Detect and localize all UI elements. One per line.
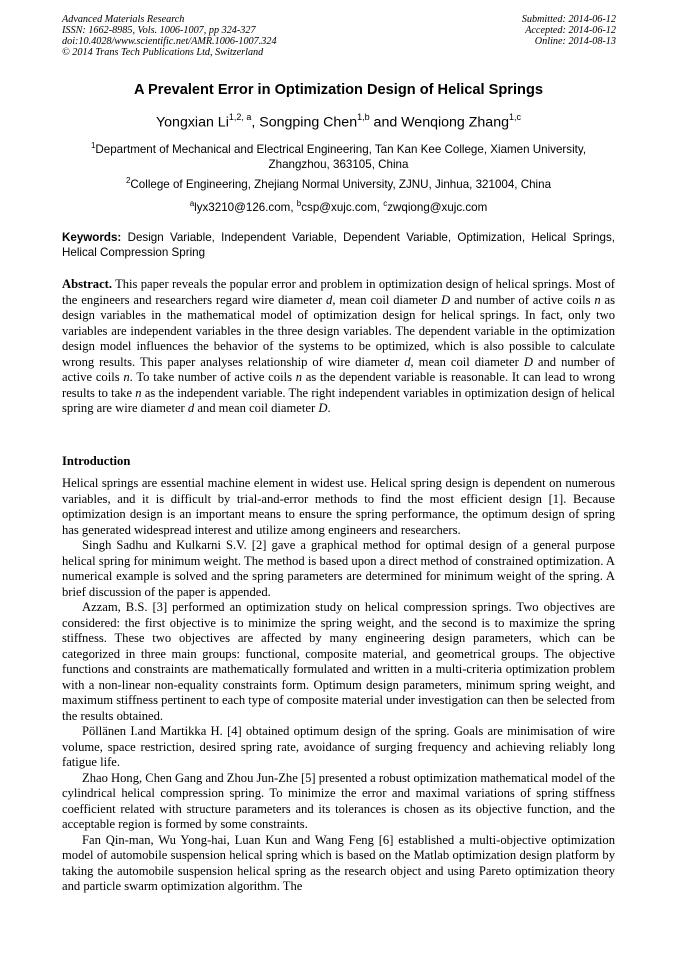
- journal-header: [62, 14, 277, 58]
- section-heading-introduction: Introduction: [62, 454, 131, 468]
- variable-D: D: [441, 292, 451, 307]
- affiliation-1: [62, 138, 615, 172]
- email-link[interactable]: csp@xujc.com,: [301, 200, 384, 214]
- online-date: Online: 2014-08-13: [534, 36, 616, 47]
- variable-D: D: [318, 401, 328, 415]
- abstract-text: .: [327, 401, 331, 415]
- journal-name: Advanced Materials Research: [62, 14, 185, 25]
- submitted-date: Submitted: 2014-06-12: [521, 14, 616, 25]
- email-mark: c: [383, 199, 388, 208]
- author-list: [62, 113, 615, 131]
- author-name: Yongxian Li: [156, 114, 229, 131]
- paper-title: A Prevalent Error in Optimization Design of Helical Springs: [134, 82, 543, 98]
- abstract-text: and number of active coils: [62, 354, 616, 384]
- abstract-text: , mean coil diameter: [332, 292, 442, 307]
- abstract-text: and mean coil diameter: [194, 401, 319, 415]
- intro-paragraph: Azzam, B.S. [3] performed an optimization study on helical compression springs. Two objectives are considered: the first objective is to minimize the spring weight, and the second is to maximize the spring stiffness. These two objectives are affected by many engineering design parameters, which can be categorized in three main groups: functional, composite material, and geometrical groups. The objective functions and constraints are mathematically formulated and written in a multi-criteria optimization problem with a non-linear non-equality constraints form. Optimum design parameters, minimum spring weight, and maximum stiffness pertinent to each type of composite material under investigation can then be selected from the results obtained.: [62, 600, 615, 723]
- variable-d: d: [187, 401, 195, 415]
- intro-paragraph: Fan Qin-man, Wu Yong-hai, Luan Kun and Wang Feng [6] established a multi-objective optimization model of automobile suspension helical spring which is based on the Matlab optimization design platform by taking the automobile suspension helical spring as the research object and using Pareto optimization theory and particle swarm optimization algorithm. The: [62, 832, 615, 893]
- abstract-text: as design variables in the mathematical model of optimization design for helical springs. In fact, only two variables are independent variables in the three design variables. The dependent variable in the optimization design model influences the behavior of the systems to be optimized, which is also possible to calculate wrong results. This paper analyses relationship of wire diameter: [62, 292, 615, 369]
- journal-issn: ISSN: 1662-8985, Vols. 1006-1007, pp 324-327: [62, 25, 256, 36]
- keywords-text: Design Variable, Independent Variable, Dependent Variable, Optimization, Helical Springs, Helical Compression Spring: [62, 231, 615, 259]
- abstract-text: as the independent variable. The right independent variables in optimization design of helical spring are wire diameter: [62, 385, 615, 415]
- abstract-label: Abstract.: [62, 277, 113, 291]
- affiliation-text: College of Engineering, Zhejiang Normal University, ZJNU, Jinhua, 321004, China: [130, 177, 552, 191]
- variable-n: n: [123, 370, 130, 384]
- intro-paragraph: Zhao Hong, Chen Gang and Zhou Jun-Zhe [5] presented a robust optimization mathematical model of the cylindrical helical compression spring. To minimize the error and maximal variations of spring stiffness coefficient related with structure parameters and its tolerances is chosen as its objective function, and the acceptable region is formed by some constraints.: [62, 770, 615, 831]
- author-affiliation-mark: 1,c: [508, 112, 521, 122]
- journal-doi: doi:10.4028/www.scientific.net/AMR.1006-1007.324: [62, 36, 277, 47]
- variable-D: D: [523, 354, 533, 369]
- abstract-text: as the dependent variable is reasonable. It can lead to wrong results to take: [62, 370, 615, 400]
- intro-paragraph: Helical springs are essential machine element in widest use. Helical spring design is dependent on numerous variables, and it is difficult by trial-and-error methods to find the most efficient design [1]. Because optimization design is an important means to ensure the spring performance, the optimum design of spring has generated widespread interest and utilize among engineers and researchers.: [62, 476, 615, 537]
- abstract-text: , mean coil diameter: [410, 354, 524, 369]
- abstract-text: This paper reveals the popular error and problem in optimization design of helical springs. Most of the engineers and researchers regard wire diameter: [62, 277, 615, 307]
- variable-n: n: [594, 292, 601, 307]
- author-separator: ,: [251, 114, 260, 131]
- author-emails: [62, 196, 615, 215]
- abstract-text: . To take number of active coils: [129, 370, 296, 384]
- variable-d: d: [326, 292, 333, 307]
- accepted-date: Accepted: 2014-06-12: [525, 25, 616, 36]
- abstract-section: [62, 277, 615, 417]
- affiliation-2: [62, 173, 615, 192]
- journal-copyright: © 2014 Trans Tech Publications Ltd, Switzerland: [62, 47, 264, 58]
- author-affiliation-mark: 1,2, a: [228, 112, 252, 122]
- author-separator: and: [369, 114, 402, 131]
- variable-d: d: [404, 354, 411, 369]
- author-name: Songping Chen: [259, 114, 358, 131]
- affiliation-mark: 2: [125, 176, 131, 185]
- email-mark: b: [296, 199, 302, 208]
- author-name: Wenqiong Zhang: [401, 114, 509, 131]
- abstract-text: and number of active coils: [450, 292, 595, 307]
- author-affiliation-mark: 1,b: [357, 112, 370, 122]
- publication-dates: [522, 14, 616, 47]
- affiliation-mark: 1: [90, 141, 96, 150]
- keywords-section: [62, 230, 615, 260]
- affiliation-text: Department of Mechanical and Electrical Engineering, Tan Kan Kee College, Xiamen University, Zhangzhou, 363105, China: [95, 142, 587, 171]
- email-link[interactable]: zwqiong@xujc.com: [387, 200, 488, 214]
- keywords-label: Keywords:: [62, 231, 122, 244]
- variable-n: n: [135, 385, 142, 400]
- email-link[interactable]: lyx3210@126.com,: [194, 200, 297, 214]
- email-mark: a: [189, 199, 195, 208]
- intro-paragraph: Singh Sadhu and Kulkarni S.V. [2] gave a graphical method for optimal design of a general purpose helical spring for minimum weight. The method is based upon a direct method of constrained optimization. A numerical example is solved and the spring parameters are determined for minimum weight of the spring. A brief discussion of the paper is appended.: [62, 538, 615, 599]
- intro-paragraph: Pöllänen I.and Martikka H. [4] obtained optimum design of the spring. Goals are minimisation of wire volume, space restriction, desired spring rate, avoidance of surging frequency and achieving reliably long fatigue life.: [62, 724, 615, 769]
- introduction-section: [62, 476, 615, 895]
- variable-n: n: [295, 370, 303, 384]
